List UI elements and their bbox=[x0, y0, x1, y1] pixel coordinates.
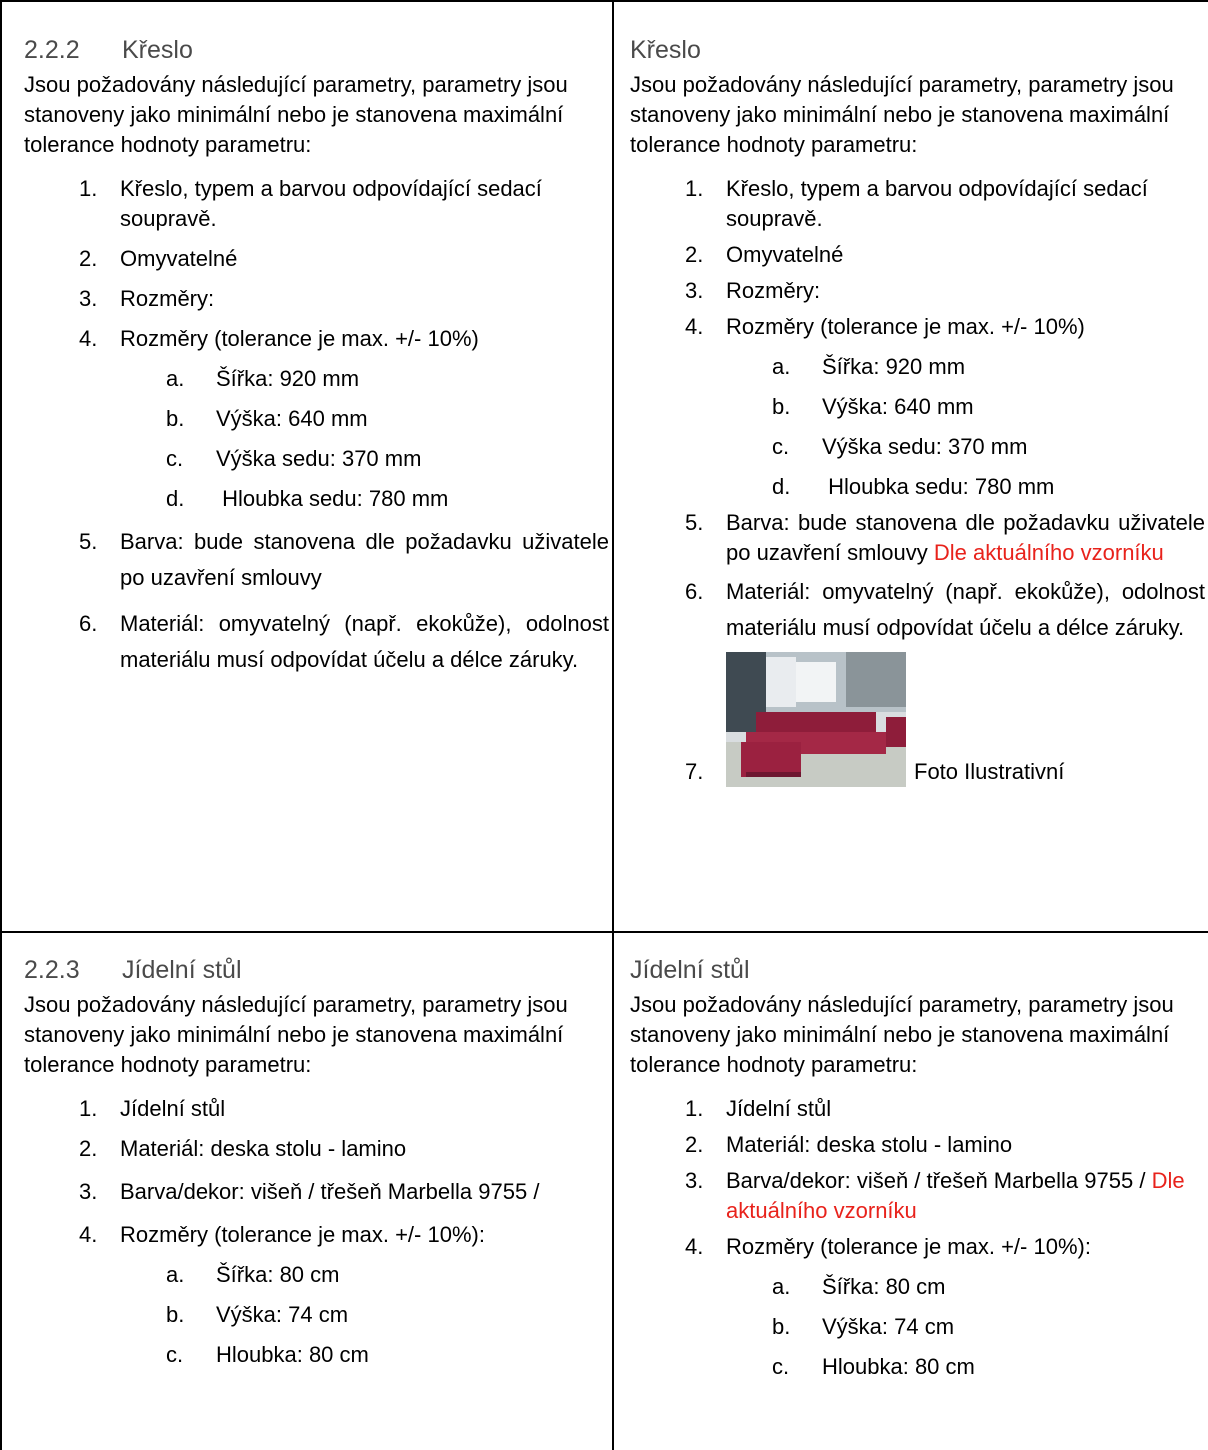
sublist-letter: d. bbox=[166, 486, 185, 511]
red-note: Dle aktuálního vzorníku bbox=[933, 540, 1164, 565]
sublist-item bbox=[24, 364, 609, 394]
list-item bbox=[24, 1174, 609, 1210]
cell-left-top bbox=[24, 30, 609, 688]
dimension-sublist bbox=[24, 1260, 609, 1370]
sublist-item bbox=[630, 1272, 1205, 1302]
sublist-letter: a. bbox=[166, 366, 185, 391]
list-item-text: Omyvatelné bbox=[726, 242, 844, 267]
list-item bbox=[24, 174, 609, 234]
list-number: 1. bbox=[685, 1096, 704, 1121]
section-number: 2.2.2 bbox=[24, 36, 80, 64]
sublist-item-text: Výška: 74 cm bbox=[216, 1302, 349, 1327]
sublist-item bbox=[630, 392, 1205, 422]
list-number: 7. bbox=[685, 759, 704, 784]
list-item-text: Materiál: omyvatelný (např. ekokůže), odolnost materiálu musí odpovídat účelu a délce záruky. bbox=[726, 579, 1205, 640]
list-item bbox=[24, 524, 609, 596]
list-number: 3. bbox=[79, 286, 98, 311]
list-item bbox=[630, 276, 1205, 306]
list-item bbox=[24, 284, 609, 314]
list-number: 1. bbox=[685, 176, 704, 201]
list-number: 4. bbox=[79, 326, 98, 351]
intro-paragraph: Jsou požadovány následující parametry, parametry jsou stanoveny jako minimální nebo je stanovena maximální tolerance hodnoty parametru: bbox=[630, 992, 1174, 1077]
list-item bbox=[24, 1134, 609, 1164]
section-title: Jídelní stůl bbox=[122, 956, 242, 984]
sublist-letter: a. bbox=[772, 1274, 791, 1299]
list-item bbox=[630, 1166, 1205, 1226]
list-number: 1. bbox=[79, 1096, 98, 1121]
section-title: Křeslo bbox=[630, 36, 701, 64]
section-heading bbox=[24, 950, 609, 990]
sublist-letter: c. bbox=[166, 1342, 184, 1367]
sublist-letter: b. bbox=[166, 406, 185, 431]
sublist-item-text: Výška sedu: 370 mm bbox=[216, 446, 422, 471]
dimension-sublist bbox=[630, 1272, 1205, 1382]
section-title: Jídelní stůl bbox=[630, 956, 750, 984]
list-item-text: Jídelní stůl bbox=[726, 1096, 832, 1121]
red-note: Dle aktuálního vzorníku bbox=[726, 1168, 1185, 1223]
list-item-text: Křeslo, typem a barvou odpovídající sedací soupravě. bbox=[120, 176, 542, 231]
sublist-letter: a. bbox=[166, 1262, 185, 1287]
list-item bbox=[630, 508, 1205, 568]
sublist-item-text: Výška sedu: 370 mm bbox=[822, 434, 1028, 459]
sublist-item bbox=[630, 1312, 1205, 1342]
list-item-text: Rozměry: bbox=[726, 278, 821, 303]
sublist-item-text: Hloubka: 80 cm bbox=[822, 1354, 975, 1379]
parameter-list bbox=[630, 174, 1205, 787]
cell-right-top bbox=[630, 30, 1205, 793]
sublist-letter: c. bbox=[772, 434, 790, 459]
list-item bbox=[24, 1094, 609, 1124]
intro-paragraph: Jsou požadovány následující parametry, parametry jsou stanoveny jako minimální nebo je stanovena maximální tolerance hodnoty parametru: bbox=[24, 72, 568, 157]
list-item-text: Rozměry (tolerance je max. +/- 10%) bbox=[120, 326, 479, 351]
list-item-text: Barva: bude stanovena dle požadavku uživatele po uzavření smlouvy bbox=[120, 529, 609, 590]
sublist-letter: b. bbox=[772, 1314, 791, 1339]
list-item-text: Barva/dekor: višeň / třešeň Marbella 9755 / bbox=[726, 1168, 1152, 1193]
sublist-item-text: Výška: 74 cm bbox=[822, 1314, 955, 1339]
list-number: 3. bbox=[79, 1179, 98, 1204]
list-item bbox=[630, 1094, 1205, 1124]
table-border-top bbox=[0, 0, 1208, 2]
cell-right-bottom bbox=[630, 950, 1205, 1388]
list-item-text: Barva/dekor: višeň / třešeň Marbella 9755 / bbox=[120, 1179, 540, 1204]
sublist-letter: b. bbox=[166, 1302, 185, 1327]
list-number: 4. bbox=[685, 314, 704, 339]
list-item bbox=[630, 240, 1205, 270]
dimension-sublist bbox=[24, 364, 609, 514]
intro-paragraph: Jsou požadovány následující parametry, parametry jsou stanoveny jako minimální nebo je stanovena maximální tolerance hodnoty parametru: bbox=[630, 72, 1174, 157]
sublist-item-text: Výška: 640 mm bbox=[822, 394, 974, 419]
cell-left-bottom bbox=[24, 950, 609, 1380]
sublist-item-text: Šířka: 80 cm bbox=[216, 1262, 340, 1287]
list-item-text: Jídelní stůl bbox=[120, 1096, 226, 1121]
list-item bbox=[630, 312, 1205, 502]
list-item-text: Rozměry (tolerance je max. +/- 10%): bbox=[120, 1222, 485, 1247]
list-number: 2. bbox=[79, 246, 98, 271]
sublist-letter: c. bbox=[166, 446, 184, 471]
sublist-letter: a. bbox=[772, 354, 791, 379]
table-column-divider bbox=[612, 0, 614, 1450]
parameter-list bbox=[630, 1094, 1205, 1382]
list-item bbox=[24, 324, 609, 514]
sublist-item bbox=[630, 432, 1205, 462]
list-item bbox=[630, 574, 1205, 646]
sublist-item-text: Hloubka: 80 cm bbox=[216, 1342, 369, 1367]
section-title: Křeslo bbox=[122, 36, 193, 64]
list-item bbox=[630, 1130, 1205, 1160]
list-number: 2. bbox=[79, 1136, 98, 1161]
table-border-left bbox=[0, 0, 2, 1450]
dimension-sublist bbox=[630, 352, 1205, 502]
list-item-text: Materiál: deska stolu - lamino bbox=[120, 1136, 407, 1161]
list-item bbox=[24, 1220, 609, 1370]
list-number: 4. bbox=[685, 1234, 704, 1259]
photo-caption: Foto Ilustrativní bbox=[914, 759, 1065, 784]
list-item-text: Rozměry (tolerance je max. +/- 10%): bbox=[726, 1234, 1091, 1259]
sublist-item bbox=[630, 1352, 1205, 1382]
list-item bbox=[24, 606, 609, 678]
section-number: 2.2.3 bbox=[24, 956, 80, 984]
list-item bbox=[630, 652, 1205, 787]
list-number: 5. bbox=[79, 529, 98, 554]
sublist-letter: c. bbox=[772, 1354, 790, 1379]
sublist-item-text: Hloubka sedu: 780 mm bbox=[822, 474, 1055, 499]
sublist-item-text: Šířka: 920 mm bbox=[216, 366, 360, 391]
sublist-item-text: Výška: 640 mm bbox=[216, 406, 368, 431]
sublist-item-text: Hloubka sedu: 780 mm bbox=[216, 486, 449, 511]
list-number: 2. bbox=[685, 1132, 704, 1157]
list-item-text: Rozměry: bbox=[120, 286, 215, 311]
list-item-text: Omyvatelné bbox=[120, 246, 238, 271]
sublist-item bbox=[24, 1300, 609, 1330]
sublist-item bbox=[24, 484, 609, 514]
list-item-text: Materiál: deska stolu - lamino bbox=[726, 1132, 1013, 1157]
sublist-letter: b. bbox=[772, 394, 791, 419]
sublist-item bbox=[24, 1340, 609, 1370]
table-row-divider bbox=[0, 931, 1208, 933]
list-item-text: Rozměry (tolerance je max. +/- 10%) bbox=[726, 314, 1085, 339]
sublist-item bbox=[24, 404, 609, 434]
section-heading bbox=[24, 30, 609, 70]
list-number: 6. bbox=[79, 611, 98, 636]
list-number: 6. bbox=[685, 579, 704, 604]
sublist-item bbox=[24, 1260, 609, 1290]
list-item-text: Barva: bude stanovena dle požadavku uživatele po uzavření smlouvy bbox=[726, 510, 1205, 565]
list-item bbox=[24, 244, 609, 274]
list-item-text: Křeslo, typem a barvou odpovídající sedací soupravě. bbox=[726, 176, 1148, 231]
list-item bbox=[630, 1232, 1205, 1382]
sublist-letter: d. bbox=[772, 474, 791, 499]
parameter-list bbox=[24, 1094, 609, 1370]
list-number: 4. bbox=[79, 1222, 98, 1247]
sublist-item-text: Šířka: 920 mm bbox=[822, 354, 966, 379]
sublist-item bbox=[24, 444, 609, 474]
sublist-item bbox=[630, 472, 1205, 502]
list-number: 5. bbox=[685, 510, 704, 535]
intro-paragraph: Jsou požadovány následující parametry, parametry jsou stanoveny jako minimální nebo je stanovena maximální tolerance hodnoty parametru: bbox=[24, 992, 568, 1077]
list-number: 3. bbox=[685, 278, 704, 303]
parameter-list bbox=[24, 174, 609, 678]
list-number: 2. bbox=[685, 242, 704, 267]
list-item bbox=[630, 174, 1205, 234]
sublist-item-text: Šířka: 80 cm bbox=[822, 1274, 946, 1299]
red-sofa-photo bbox=[726, 652, 906, 787]
list-number: 3. bbox=[685, 1168, 704, 1193]
sublist-item bbox=[630, 352, 1205, 382]
list-item-text: Materiál: omyvatelný (např. ekokůže), odolnost materiálu musí odpovídat účelu a délce záruky. bbox=[120, 611, 609, 672]
list-number: 1. bbox=[79, 176, 98, 201]
